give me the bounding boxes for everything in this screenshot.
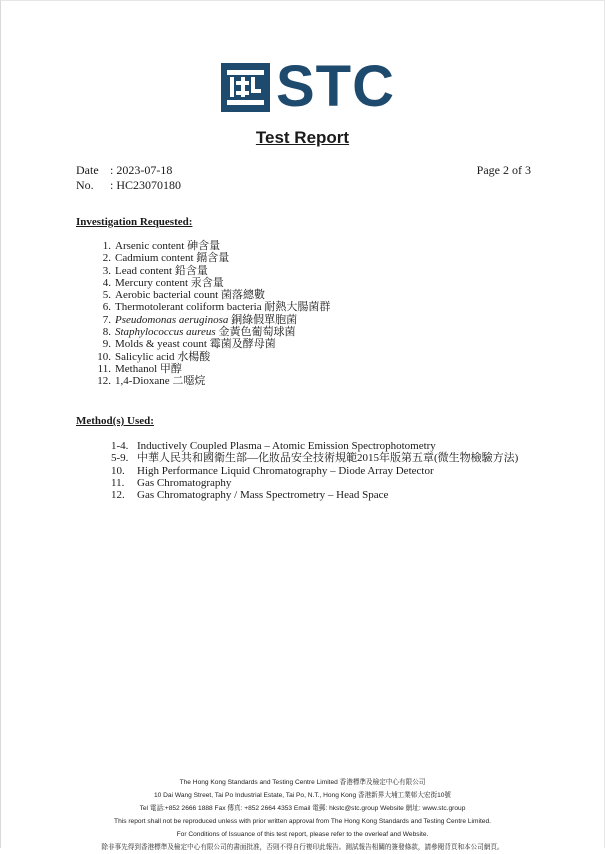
list-item: 7. Pseudomonas aeruginosa 銅綠假單胞菌 xyxy=(102,313,298,326)
list-item: 10. Salicylic acid 水楊酸 xyxy=(97,350,211,363)
number-value: : HC23070180 xyxy=(110,178,182,192)
report-date xyxy=(76,163,172,178)
page-indicator: Page 2 of 3 xyxy=(476,163,531,177)
footer-contact: Tel 電話:+852 2666 1888 Fax 傳真: +852 2664 4353 Email 電郵: hkstc@stc.group Website 網址: www.stc.group xyxy=(139,804,466,812)
list-item: 8. Staphylococcus aureus 金黃色葡萄球菌 xyxy=(102,326,296,339)
list-item: 1. Arsenic content 砷含量 xyxy=(102,240,221,252)
date-label: Date xyxy=(76,163,99,177)
methods-heading: Method(s) Used: xyxy=(76,415,154,427)
list-item: 11. Gas Chromatography xyxy=(111,476,232,489)
list-item: 6. Thermotolerant coliform bacteria 耐熱大腸菌群 xyxy=(102,301,331,314)
stc-logo-text: STC xyxy=(276,54,395,119)
investigation-list xyxy=(92,240,330,388)
list-item: 3. Lead content 鉛含量 xyxy=(102,264,208,277)
list-item: 2. Cadmium content 鎘含量 xyxy=(102,252,230,265)
investigation-heading: Investigation Requested: xyxy=(76,216,193,228)
methods-list xyxy=(111,440,518,501)
stc-logo-mark-icon xyxy=(221,63,270,112)
list-item: 5-9. 中華人民共和國衛生部—化妝品安全技術規範2015年版第五章(微生物檢驗方法) xyxy=(111,452,519,465)
list-item: 12. 1,4-Dioxane 二噁烷 xyxy=(97,375,206,388)
list-item: 5. Aerobic bacterial count 菌落總數 xyxy=(102,289,265,302)
list-item: 1-4. Inductively Coupled Plasma – Atomic Emission Spectrophotometry xyxy=(111,440,436,452)
footer-company: The Hong Kong Standards and Testing Centre Limited 香港標準及檢定中心有限公司 xyxy=(179,779,426,786)
stc-logo xyxy=(221,54,403,119)
footer-reproduction-notice: This report shall not be reproduced unless with prior written approval from The Hong Kong Standards and Testing Centre Limited. xyxy=(114,817,491,825)
footer-chinese-notice: 除非事先得到香港標準及檢定中心有限公司的書面批准，否則不得自行複印此報告。測試報告相關的簽發條款，請參閱背頁和本公司網頁。 xyxy=(101,843,504,851)
list-item: 9. Molds & yeast count 霉菌及酵母菌 xyxy=(102,338,276,351)
footer-address: 10 Dai Wang Street, Tai Po Industrial Estate, Tai Po, N.T., Hong Kong 香港新界大埔工業邨大宏街10號 xyxy=(153,791,452,799)
date-value: : 2023-07-18 xyxy=(110,163,173,177)
report-number xyxy=(76,178,181,193)
list-item: 11. Methanol 甲醇 xyxy=(97,362,182,375)
number-label: No. xyxy=(76,178,94,192)
list-item: 10. High Performance Liquid Chromatography – Diode Array Detector xyxy=(111,464,434,477)
list-item: 12. Gas Chromatography / Mass Spectrometry – Head Space xyxy=(111,489,389,502)
footer xyxy=(0,777,605,854)
footer-conditions-notice: For Conditions of Issuance of this test report, please refer to the overleaf and Website. xyxy=(176,830,429,838)
stc-logo-mark xyxy=(221,63,270,112)
report-title: Test Report xyxy=(255,128,350,147)
list-item: 4. Mercury content 汞含量 xyxy=(102,276,224,289)
